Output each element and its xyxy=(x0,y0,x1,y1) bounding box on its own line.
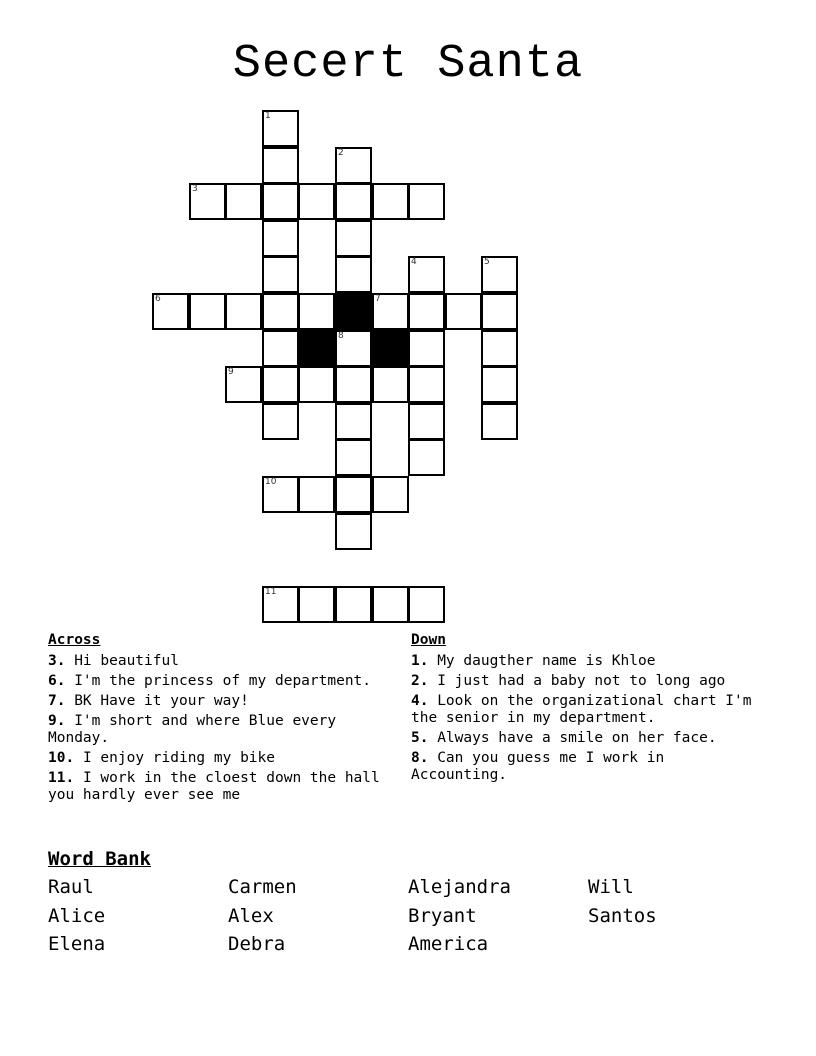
word-bank-word: Will xyxy=(588,876,634,898)
grid-cell[interactable] xyxy=(445,293,482,330)
word-bank-word: Carmen xyxy=(228,876,297,898)
word-bank-word: Elena xyxy=(48,933,106,955)
clue-number: 3. xyxy=(48,653,66,669)
down-heading: Down xyxy=(411,632,446,648)
grid-cell[interactable] xyxy=(262,330,299,367)
clue-number-label: 10 xyxy=(265,477,277,487)
word-bank-word: Alex xyxy=(228,905,274,927)
grid-cell[interactable] xyxy=(372,293,409,330)
word-bank-word: Alice xyxy=(48,905,106,927)
grid-cell[interactable] xyxy=(408,439,445,476)
grid-cell[interactable] xyxy=(372,586,409,623)
across-heading: Across xyxy=(48,632,101,648)
across-clue-11 xyxy=(48,770,398,804)
clue-number: 6. xyxy=(48,673,66,689)
grid-cell[interactable] xyxy=(335,220,372,257)
clue-number-label: 3 xyxy=(192,184,198,194)
grid-cell[interactable] xyxy=(262,183,299,220)
across-clues xyxy=(48,632,398,807)
down-clues xyxy=(411,632,761,787)
clue-text: I'm the princess of my department. xyxy=(74,673,372,689)
clue-number: 9. xyxy=(48,713,66,729)
clue-text: My daugther name is Khloe xyxy=(437,653,656,669)
grid-cell[interactable] xyxy=(408,403,445,440)
across-clue-9 xyxy=(48,713,398,747)
clue-number: 8. xyxy=(411,750,429,766)
grid-cell[interactable] xyxy=(298,476,335,513)
clue-number-label: 7 xyxy=(375,294,381,304)
grid-cell[interactable] xyxy=(372,476,409,513)
grid-cell[interactable] xyxy=(262,293,299,330)
clue-text: I'm short and where Blue every Monday. xyxy=(48,713,337,746)
grid-cell[interactable] xyxy=(372,183,409,220)
clue-number: 7. xyxy=(48,693,66,709)
clue-number: 11. xyxy=(48,770,75,786)
word-bank-word: Alejandra xyxy=(408,876,511,898)
grid-cell[interactable] xyxy=(262,366,299,403)
grid-cell[interactable] xyxy=(225,293,262,330)
grid-cell[interactable] xyxy=(298,366,335,403)
grid-cell[interactable] xyxy=(335,147,372,184)
grid-cell[interactable] xyxy=(298,586,335,623)
clue-number-label: 1 xyxy=(265,111,271,121)
clue-text: I enjoy riding my bike xyxy=(82,750,275,766)
grid-cell[interactable] xyxy=(481,256,518,293)
grid-cell[interactable] xyxy=(189,183,226,220)
word-bank-word: Santos xyxy=(588,905,657,927)
grid-cell[interactable] xyxy=(372,366,409,403)
grid-cell[interactable] xyxy=(189,293,226,330)
grid-cell[interactable] xyxy=(481,330,518,367)
grid-cell[interactable] xyxy=(262,476,299,513)
grid-cell[interactable] xyxy=(262,586,299,623)
clue-text: Always have a smile on her face. xyxy=(437,730,717,746)
grid-block xyxy=(372,330,409,367)
clue-number: 10. xyxy=(48,750,75,766)
down-clue-4 xyxy=(411,693,761,727)
grid-block xyxy=(335,293,372,330)
grid-cell[interactable] xyxy=(225,366,262,403)
down-clue-5 xyxy=(411,730,761,747)
across-clue-3 xyxy=(48,653,398,670)
down-clue-8 xyxy=(411,750,761,784)
clue-number: 4. xyxy=(411,693,429,709)
grid-cell[interactable] xyxy=(408,330,445,367)
clue-number: 2. xyxy=(411,673,429,689)
grid-cell[interactable] xyxy=(335,256,372,293)
word-bank-word: Bryant xyxy=(408,905,477,927)
clue-text: I work in the cloest down the hall you hardly ever see me xyxy=(48,770,380,803)
puzzle-title: Secert Santa xyxy=(232,38,584,91)
grid-cell[interactable] xyxy=(408,293,445,330)
grid-block xyxy=(298,330,335,367)
grid-cell[interactable] xyxy=(262,403,299,440)
across-clue-6 xyxy=(48,673,398,690)
word-bank-title: Word Bank xyxy=(48,848,151,870)
clue-number-label: 4 xyxy=(411,257,417,267)
grid-cell[interactable] xyxy=(262,110,299,147)
word-bank-word: America xyxy=(408,933,489,955)
grid-cell[interactable] xyxy=(152,293,189,330)
clue-number: 1. xyxy=(411,653,429,669)
grid-cell[interactable] xyxy=(481,403,518,440)
grid-cell[interactable] xyxy=(335,403,372,440)
grid-cell[interactable] xyxy=(335,586,372,623)
grid-cell[interactable] xyxy=(335,330,372,367)
grid-cell[interactable] xyxy=(335,366,372,403)
clue-number-label: 8 xyxy=(338,331,344,341)
grid-cell[interactable] xyxy=(481,293,518,330)
grid-cell[interactable] xyxy=(262,220,299,257)
grid-cell[interactable] xyxy=(335,513,372,550)
clue-text: I just had a baby not to long ago xyxy=(437,673,726,689)
word-bank-word: Debra xyxy=(228,933,286,955)
grid-cell[interactable] xyxy=(481,366,518,403)
clue-number-label: 5 xyxy=(484,257,490,267)
clue-number-label: 9 xyxy=(228,367,234,377)
clue-text: Can you guess me I work in Accounting. xyxy=(411,750,665,783)
word-bank-word: Raul xyxy=(48,876,94,898)
grid-cell[interactable] xyxy=(335,439,372,476)
grid-cell[interactable] xyxy=(408,256,445,293)
across-clue-10 xyxy=(48,750,398,767)
clue-number: 5. xyxy=(411,730,429,746)
grid-cell[interactable] xyxy=(408,183,445,220)
grid-cell[interactable] xyxy=(225,183,262,220)
clue-text: Hi beautiful xyxy=(74,653,179,669)
grid-cell[interactable] xyxy=(408,366,445,403)
grid-cell[interactable] xyxy=(335,183,372,220)
clue-text: BK Have it your way! xyxy=(74,693,249,709)
grid-cell[interactable] xyxy=(262,256,299,293)
grid-cell[interactable] xyxy=(262,147,299,184)
clue-text: Look on the organizational chart I'm the senior in my department. xyxy=(411,693,752,726)
clue-number-label: 6 xyxy=(155,294,161,304)
across-clue-7 xyxy=(48,693,398,710)
grid-cell[interactable] xyxy=(335,476,372,513)
down-clue-1 xyxy=(411,653,761,670)
grid-cell[interactable] xyxy=(298,293,335,330)
grid-cell[interactable] xyxy=(408,586,445,623)
clue-number-label: 2 xyxy=(338,148,344,158)
grid-cell[interactable] xyxy=(298,183,335,220)
down-clue-2 xyxy=(411,673,761,690)
clue-number-label: 11 xyxy=(265,587,277,597)
